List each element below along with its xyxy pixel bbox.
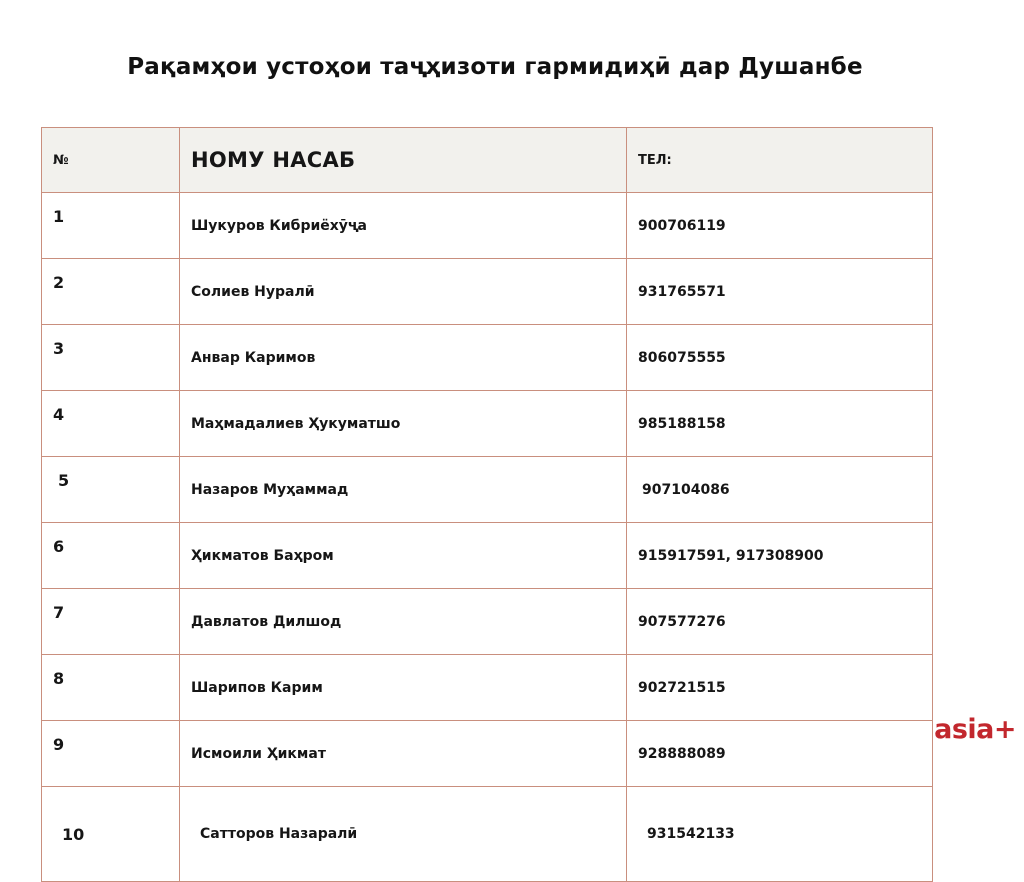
row-number: 1 xyxy=(42,193,180,259)
page-title: Рақамҳои устоҳои таҷҳизоти гармидиҳӣ дар Душанбе xyxy=(127,54,863,80)
row-name: Сатторов Назаралӣ xyxy=(180,787,627,882)
table-row xyxy=(42,589,933,655)
row-name: Шукуров Кибриёхӯҷа xyxy=(180,193,627,259)
row-name: Солиев Нуралӣ xyxy=(180,259,627,325)
row-phone: 900706119 xyxy=(627,193,933,259)
row-phone: 931765571 xyxy=(627,259,933,325)
table-row xyxy=(42,391,933,457)
header-phone: ТЕЛ: xyxy=(627,128,933,193)
row-number: 10 xyxy=(42,787,180,882)
asia-plus-logo: asia+ xyxy=(934,714,1016,745)
row-number: 8 xyxy=(42,655,180,721)
row-name: Анвар Каримов xyxy=(180,325,627,391)
row-name: Шарипов Карим xyxy=(180,655,627,721)
row-phone: 915917591, 917308900 xyxy=(627,523,933,589)
row-phone: 806075555 xyxy=(627,325,933,391)
header-name: НОМУ НАСАБ xyxy=(180,128,627,193)
row-phone: 907104086 xyxy=(627,457,933,523)
header-number: № xyxy=(42,128,180,193)
row-number: 6 xyxy=(42,523,180,589)
table-row xyxy=(42,457,933,523)
table-row xyxy=(42,523,933,589)
row-phone: 985188158 xyxy=(627,391,933,457)
row-phone: 907577276 xyxy=(627,589,933,655)
table-row xyxy=(42,787,933,882)
row-phone: 931542133 xyxy=(627,787,933,882)
table-row xyxy=(42,325,933,391)
row-number: 9 xyxy=(42,721,180,787)
table-header-row xyxy=(42,128,933,193)
table-row xyxy=(42,193,933,259)
row-name: Назаров Муҳаммад xyxy=(180,457,627,523)
row-phone: 928888089 xyxy=(627,721,933,787)
row-number: 3 xyxy=(42,325,180,391)
row-name: Давлатов Дилшод xyxy=(180,589,627,655)
table-row xyxy=(42,721,933,787)
row-number: 5 xyxy=(42,457,180,523)
row-name: Маҳмадалиев Ҳукуматшо xyxy=(180,391,627,457)
row-number: 4 xyxy=(42,391,180,457)
table-row xyxy=(42,259,933,325)
contacts-table xyxy=(41,127,933,882)
row-number: 2 xyxy=(42,259,180,325)
row-name: Исмоили Ҳикмат xyxy=(180,721,627,787)
table-row xyxy=(42,655,933,721)
row-name: Ҳикматов Баҳром xyxy=(180,523,627,589)
row-phone: 902721515 xyxy=(627,655,933,721)
row-number: 7 xyxy=(42,589,180,655)
